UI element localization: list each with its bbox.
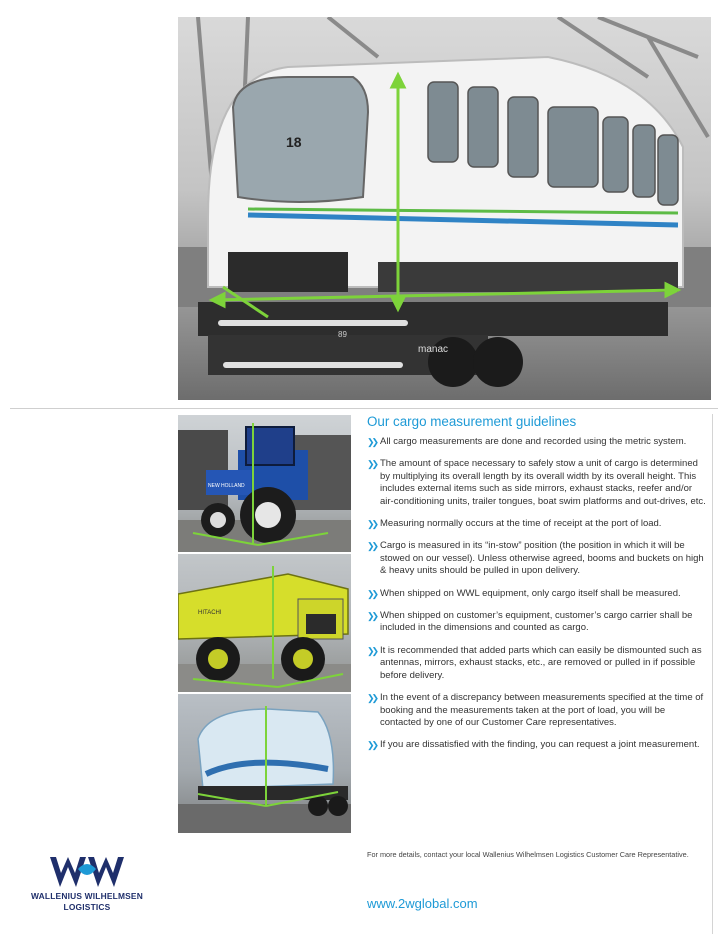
measurement-guidelines	[367, 414, 707, 762]
double-chevron-icon: ❯❯	[367, 459, 377, 470]
trailer-text: manac	[418, 344, 449, 355]
double-chevron-icon: ❯❯	[367, 645, 377, 656]
dump-truck-brand: HITACHI	[198, 610, 222, 616]
trailer-number: 89	[338, 330, 347, 339]
guideline-text: Cargo is measured in its “in-stow” position (the position in which it will be stowed on our vessel). Unless otherwise agreed, booms and buckets on high & heavy units should be pulled in upon delivery.	[380, 540, 704, 577]
dump-truck-illustration	[178, 554, 351, 692]
tractor-brand: NEW HOLLAND	[208, 483, 245, 489]
guideline-text: All cargo measurements are done and recorded using the metric system.	[380, 436, 687, 447]
ww-logo-mark-icon	[48, 855, 126, 889]
double-chevron-icon: ❯❯	[367, 541, 377, 552]
logo-line2: LOGISTICS	[63, 902, 111, 912]
column-divider	[712, 414, 713, 934]
hero-illustration	[178, 17, 711, 400]
tractor-illustration	[178, 415, 351, 552]
guideline-text: In the event of a discrepancy between measurements specified at the time of booking and the measurements taken at the port of load, you will be contacted by one of our Customer Care representatives.	[380, 692, 704, 728]
guidelines-title: Our cargo measurement guidelines	[367, 414, 577, 429]
double-chevron-icon: ❯❯	[367, 740, 377, 751]
guideline-item	[367, 436, 707, 448]
guideline-item	[367, 610, 707, 635]
guideline-text: The amount of space necessary to safely stow a unit of cargo is determined by multiplying its overall length by its overall width by its overall height. This includes external items such as side mirrors, exhaust stacks, reefer and/or air-conditioning units, trailer tongues, boat swim platforms and out-drives, etc.	[380, 458, 706, 507]
website-link[interactable]: www.2wglobal.com	[367, 896, 478, 911]
double-chevron-icon: ❯❯	[367, 437, 377, 447]
logo-line1: WALLENIUS WILHELMSEN	[31, 891, 143, 901]
guideline-text: If you are dissatisfied with the finding, you can request a joint measurement.	[380, 739, 700, 751]
guideline-text: When shipped on WWL equipment, only cargo itself shall be measured.	[380, 587, 681, 599]
section-divider	[10, 408, 718, 409]
guideline-item	[367, 518, 707, 530]
tractor-photo	[178, 415, 351, 552]
guideline-item	[367, 588, 707, 600]
car-number: 18	[286, 134, 302, 150]
guideline-text: Measuring normally occurs at the time of receipt at the port of load.	[380, 518, 662, 530]
guideline-item	[367, 458, 707, 508]
covered-cargo-illustration	[178, 694, 351, 833]
double-chevron-icon: ❯❯	[367, 519, 377, 530]
guideline-item	[367, 739, 707, 751]
dump-truck-photo	[178, 554, 351, 692]
double-chevron-icon: ❯❯	[367, 693, 377, 704]
hero-photo	[178, 17, 711, 400]
guideline-item	[367, 645, 707, 682]
double-chevron-icon: ❯❯	[367, 588, 377, 599]
guideline-text: It is recommended that added parts which can easily be dismounted such as antennas, mirrors, exhaust stacks, etc., are removed or pulled in if possible before delivery.	[380, 644, 702, 681]
double-chevron-icon: ❯❯	[367, 611, 377, 622]
guideline-item	[367, 540, 707, 577]
guideline-item	[367, 692, 707, 729]
contact-note: For more details, contact your local Wallenius Wilhelmsen Logistics Customer Care Representative.	[367, 850, 689, 859]
covered-cargo-photo	[178, 694, 351, 833]
guideline-text: When shipped on customer’s equipment, customer’s cargo carrier shall be included in the dimensions and counted as cargo.	[380, 610, 693, 634]
company-logo	[12, 855, 162, 915]
